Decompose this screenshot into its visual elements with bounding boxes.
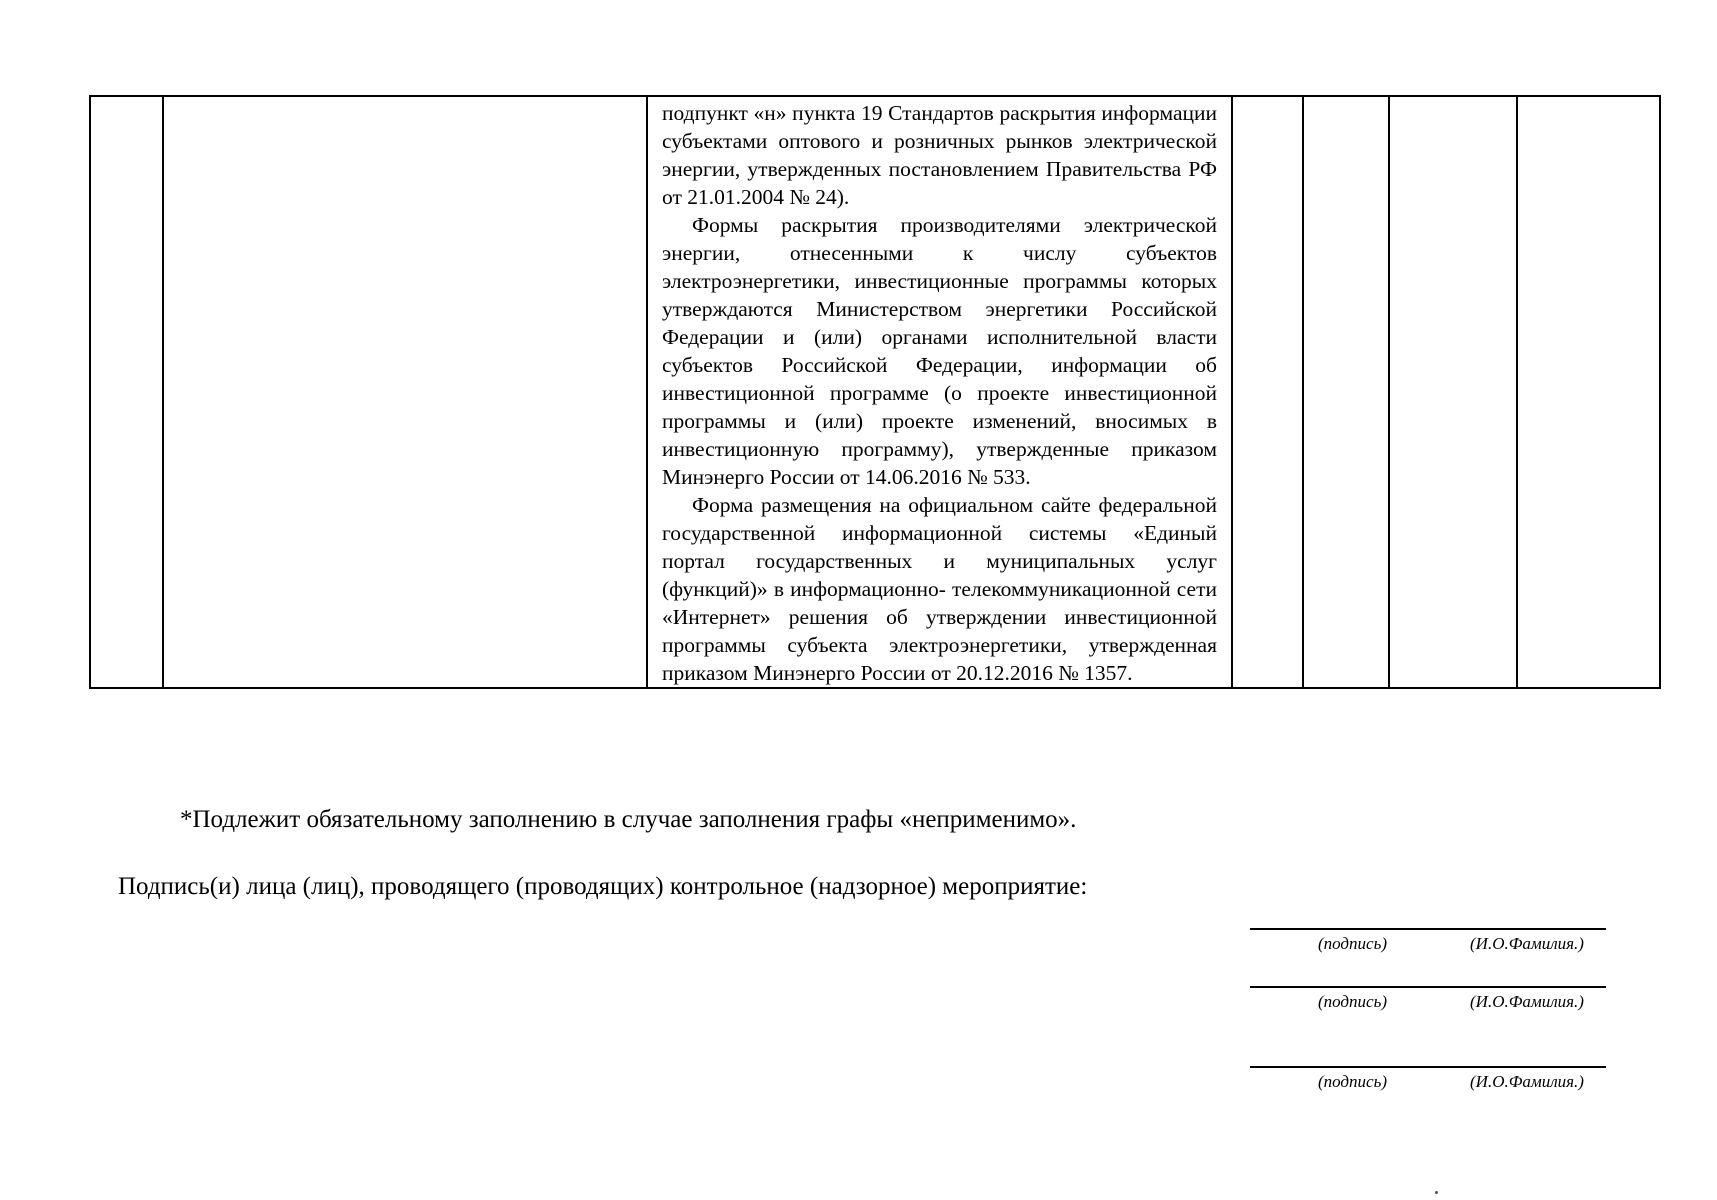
signature-line xyxy=(1250,986,1606,988)
signature-line xyxy=(1250,928,1606,930)
name-caption: (И.О.Фамилия.) xyxy=(1470,934,1584,953)
signature-line xyxy=(1250,1066,1606,1068)
name-caption: (И.О.Фамилия.) xyxy=(1470,1072,1584,1091)
signature-block xyxy=(1250,986,1606,1016)
scan-speck xyxy=(1435,1191,1438,1194)
cell-answer-no xyxy=(1303,96,1389,688)
footnote: *Подлежит обязательному заполнению в случае заполнения графы «неприменимо». xyxy=(180,806,1077,833)
signature-block xyxy=(1250,928,1606,958)
legal-paragraph: Формы раскрытия производителями электрической энергии, отнесенными к числу субъектов электроэнергетики, инвестиционные программы которых утверждаются Министерством энергетики Российской Федерации и (или) органами исполнительной власти субъектов Российской Федерации, информации об инвестиционной программе (о проекте инвестиционной программы и (или) проекте изменений, вносимых в инвестиционную программу), утвержденные приказом Минэнерго России от 14.06.2016 № 533. xyxy=(662,213,1217,489)
legal-paragraph: подпункт «н» пункта 19 Стандартов раскрытия информации субъектами оптового и розничных рынков электрической энергии, утвержденных постановлением Правительства РФ от 21.01.2004 № 24). xyxy=(662,101,1217,209)
table-row xyxy=(90,96,1660,688)
signature-caption: (подпись) xyxy=(1318,934,1387,953)
cell-requirement xyxy=(163,96,647,688)
cell-note xyxy=(1517,96,1660,688)
cell-number xyxy=(90,96,163,688)
cell-answer-yes xyxy=(1232,96,1303,688)
cell-legal-reference xyxy=(647,96,1232,688)
cell-answer-not-applicable xyxy=(1389,96,1517,688)
signature-caption: (подпись) xyxy=(1318,992,1387,1011)
legal-reference-text xyxy=(648,97,1231,687)
signature-heading: Подпись(и) лица (лиц), проводящего (проводящих) контрольное (надзорное) мероприятие: xyxy=(118,873,1088,900)
signature-caption: (подпись) xyxy=(1318,1072,1387,1091)
legal-paragraph: Форма размещения на официальном сайте федеральной государственной информационной системы «Единый портал государственных и муниципальных услуг (функций)» в информационно- телекоммуникационной сети «Интернет» решения об утверждении инвестиционной программы субъекта электроэнергетики, утвержденная приказом Минэнерго России от 20.12.2016 № 1357. xyxy=(662,493,1217,685)
signature-block xyxy=(1250,1066,1606,1096)
name-caption: (И.О.Фамилия.) xyxy=(1470,992,1584,1011)
checklist-table xyxy=(89,95,1661,689)
